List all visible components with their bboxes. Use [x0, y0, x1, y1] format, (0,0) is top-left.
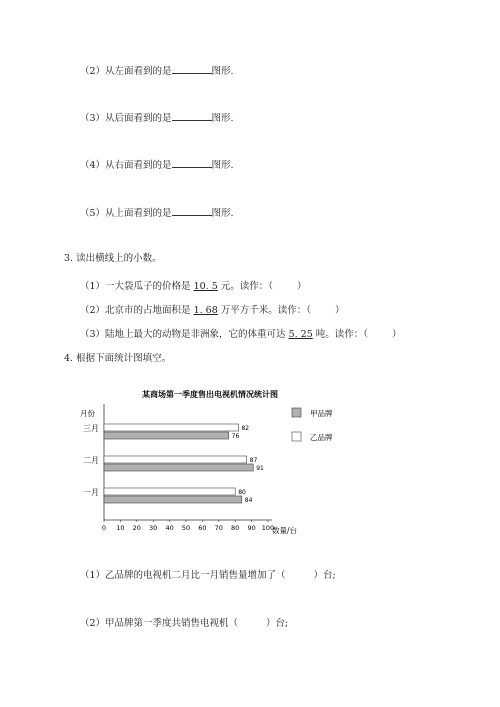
bar	[104, 496, 242, 503]
question-view-back: （3）从后面看到的是 图形.	[80, 113, 234, 124]
question-4-sub-1: （1）乙品牌的电视机二月比一月销售量增加了（ ）台;	[80, 570, 336, 581]
data-label: 91	[256, 465, 264, 472]
x-tick-label: 20	[132, 524, 141, 532]
answer-blank[interactable]	[172, 159, 212, 168]
bar	[104, 432, 229, 439]
legend-label: 乙品牌	[310, 433, 333, 442]
data-label: 87	[249, 457, 258, 464]
bar	[104, 464, 253, 471]
x-tick-label: 90	[247, 524, 256, 532]
bar-chart	[60, 386, 390, 546]
question-3-title: 3. 读出横线上的小数。	[64, 253, 162, 264]
data-label: 82	[241, 425, 250, 432]
answer-blank[interactable]	[172, 112, 212, 121]
category-label: 一月	[83, 488, 99, 497]
x-tick-label: 10	[116, 524, 125, 532]
x-tick-label: 30	[149, 524, 158, 532]
x-tick-label: 0	[101, 524, 107, 532]
chart-title: 某商场第一季度售出电视机情况统计图	[142, 390, 278, 399]
legend-label: 甲品牌	[310, 409, 333, 418]
legend-swatch	[292, 432, 301, 441]
question-3-item-3: （3）陆地上最大的动物是非洲象，它的体重可达 5. 25 吨。读作：（ ）	[80, 329, 402, 340]
x-tick-label: 70	[214, 524, 223, 532]
x-axis-label: 数量/台	[272, 526, 298, 535]
question-view-top: （5）从上面看到的是 图形.	[80, 208, 234, 219]
x-tick-label: 80	[231, 524, 240, 532]
data-label: 80	[238, 489, 246, 496]
y-axis-label: 月份	[80, 409, 95, 418]
question-3-item-2: （2）北京市的占地面积是 1. 68 万平方千米。读作：（ ）	[80, 305, 345, 316]
question-4-title: 4. 根据下面统计图填空。	[64, 353, 172, 364]
legend-swatch	[292, 408, 301, 417]
answer-blank[interactable]	[172, 65, 212, 74]
x-tick-label: 40	[165, 524, 174, 532]
question-4-sub-2: （2）甲品牌第一季度共销售电视机（ ）台;	[80, 618, 289, 629]
question-view-left: （2）从左面看到的是 图形.	[80, 66, 234, 77]
answer-blank[interactable]	[172, 207, 212, 216]
bar	[104, 456, 247, 463]
x-tick-label: 100	[261, 524, 275, 532]
category-label: 二月	[83, 456, 99, 465]
category-label: 三月	[83, 424, 99, 433]
data-label: 76	[231, 433, 240, 440]
bar	[104, 424, 238, 431]
question-view-right: （4）从右面看到的是 图形.	[80, 160, 234, 171]
question-3-item-1: （1）一大袋瓜子的价格是 10. 5 元。读作：（ ）	[80, 281, 307, 292]
x-tick-label: 50	[181, 524, 191, 532]
x-tick-label: 60	[198, 524, 207, 532]
data-label: 84	[244, 497, 253, 504]
bar	[104, 488, 235, 495]
